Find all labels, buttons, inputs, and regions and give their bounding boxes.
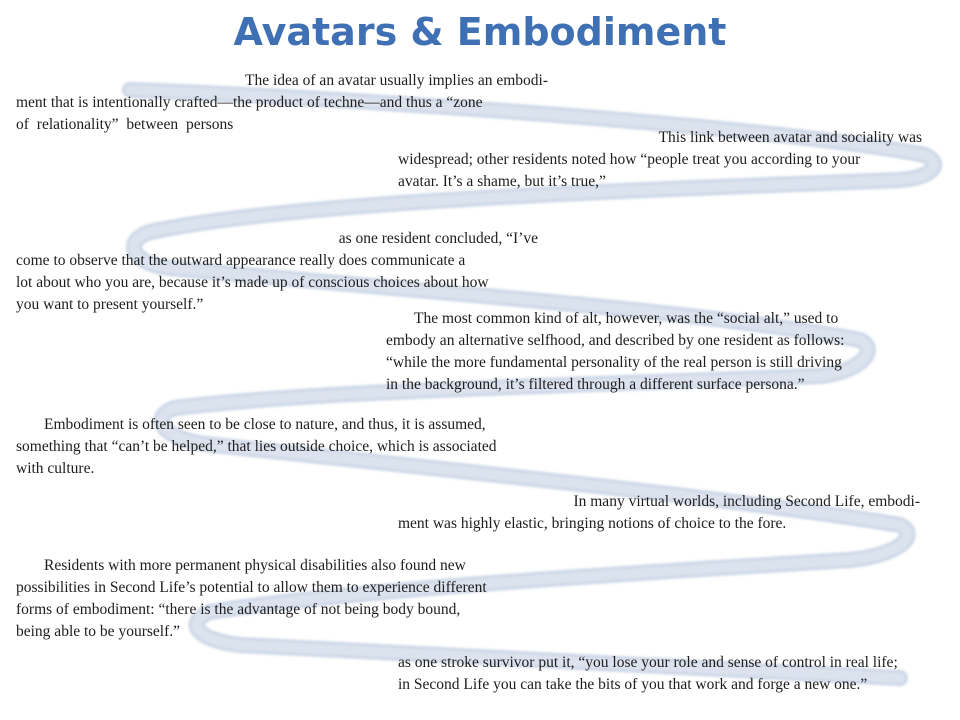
quote-line: you want to present yourself.” bbox=[16, 296, 204, 313]
quote-block-8 bbox=[398, 652, 938, 696]
quote-line: lot about who you are, because it’s made up of conscious choices about how bbox=[16, 274, 489, 291]
quote-line: ment was highly elastic, bringing notions of choice to the fore. bbox=[398, 515, 787, 532]
quote-line: with culture. bbox=[16, 460, 95, 477]
quote-line: possibilities in Second Life’s potential to allow them to experience different bbox=[16, 579, 487, 596]
quote-block-2 bbox=[398, 127, 922, 149]
quote-block-3-cont bbox=[16, 250, 556, 316]
page-title: Avatars & Embodiment bbox=[233, 10, 727, 54]
quote-block-2-cont bbox=[398, 149, 928, 193]
quote-line: avatar. It’s a shame, but it’s true,” bbox=[398, 173, 606, 190]
quote-line: in the background, it’s filtered through a different surface persona.” bbox=[386, 376, 805, 393]
quote-block-6 bbox=[398, 491, 920, 513]
quote-line: being able to be yourself.” bbox=[16, 623, 180, 640]
quote-line: in Second Life you can take the bits of you that work and forge a new one.” bbox=[398, 676, 868, 693]
quote-line: “while the more fundamental personality of the real person is still driving bbox=[386, 354, 842, 371]
quote-block-3 bbox=[16, 228, 538, 250]
quote-line: This link between avatar and sociality was bbox=[658, 129, 922, 146]
quote-block-1 bbox=[16, 70, 548, 92]
quote-block-7 bbox=[16, 555, 556, 643]
quote-block-6-cont bbox=[398, 513, 918, 535]
quote-line: come to observe that the outward appearance really does communicate a bbox=[16, 252, 466, 269]
quote-line: Embodiment is often seen to be close to nature, and thus, it is assumed, bbox=[44, 416, 486, 433]
quote-line: something that “can’t be helped,” that lies outside choice, which is associated bbox=[16, 438, 497, 455]
quote-line: widespread; other residents noted how “people treat you according to your bbox=[398, 151, 861, 168]
quote-line: The most common kind of alt, however, was the “social alt,” used to bbox=[414, 310, 839, 327]
quote-line: embody an alternative selfhood, and described by one resident as follows: bbox=[386, 332, 845, 349]
quote-line: as one resident concluded, “I’ve bbox=[338, 230, 538, 247]
quote-line: The idea of an avatar usually implies an embodi- bbox=[244, 72, 548, 89]
quote-line: ment that is intentionally crafted—the product of techne—and thus a “zone bbox=[16, 94, 483, 111]
quote-line: of relationality” between persons bbox=[16, 116, 234, 133]
quote-line: In many virtual worlds, including Second Life, embodi- bbox=[573, 493, 920, 510]
quote-line: Residents with more permanent physical disabilities also found new bbox=[44, 557, 466, 574]
quote-line: forms of embodiment: “there is the advantage of not being body bound, bbox=[16, 601, 461, 618]
quote-block-4 bbox=[386, 308, 926, 396]
quote-block-5 bbox=[16, 414, 556, 480]
quote-line: as one stroke survivor put it, “you lose your role and sense of control in real life; bbox=[398, 654, 898, 671]
